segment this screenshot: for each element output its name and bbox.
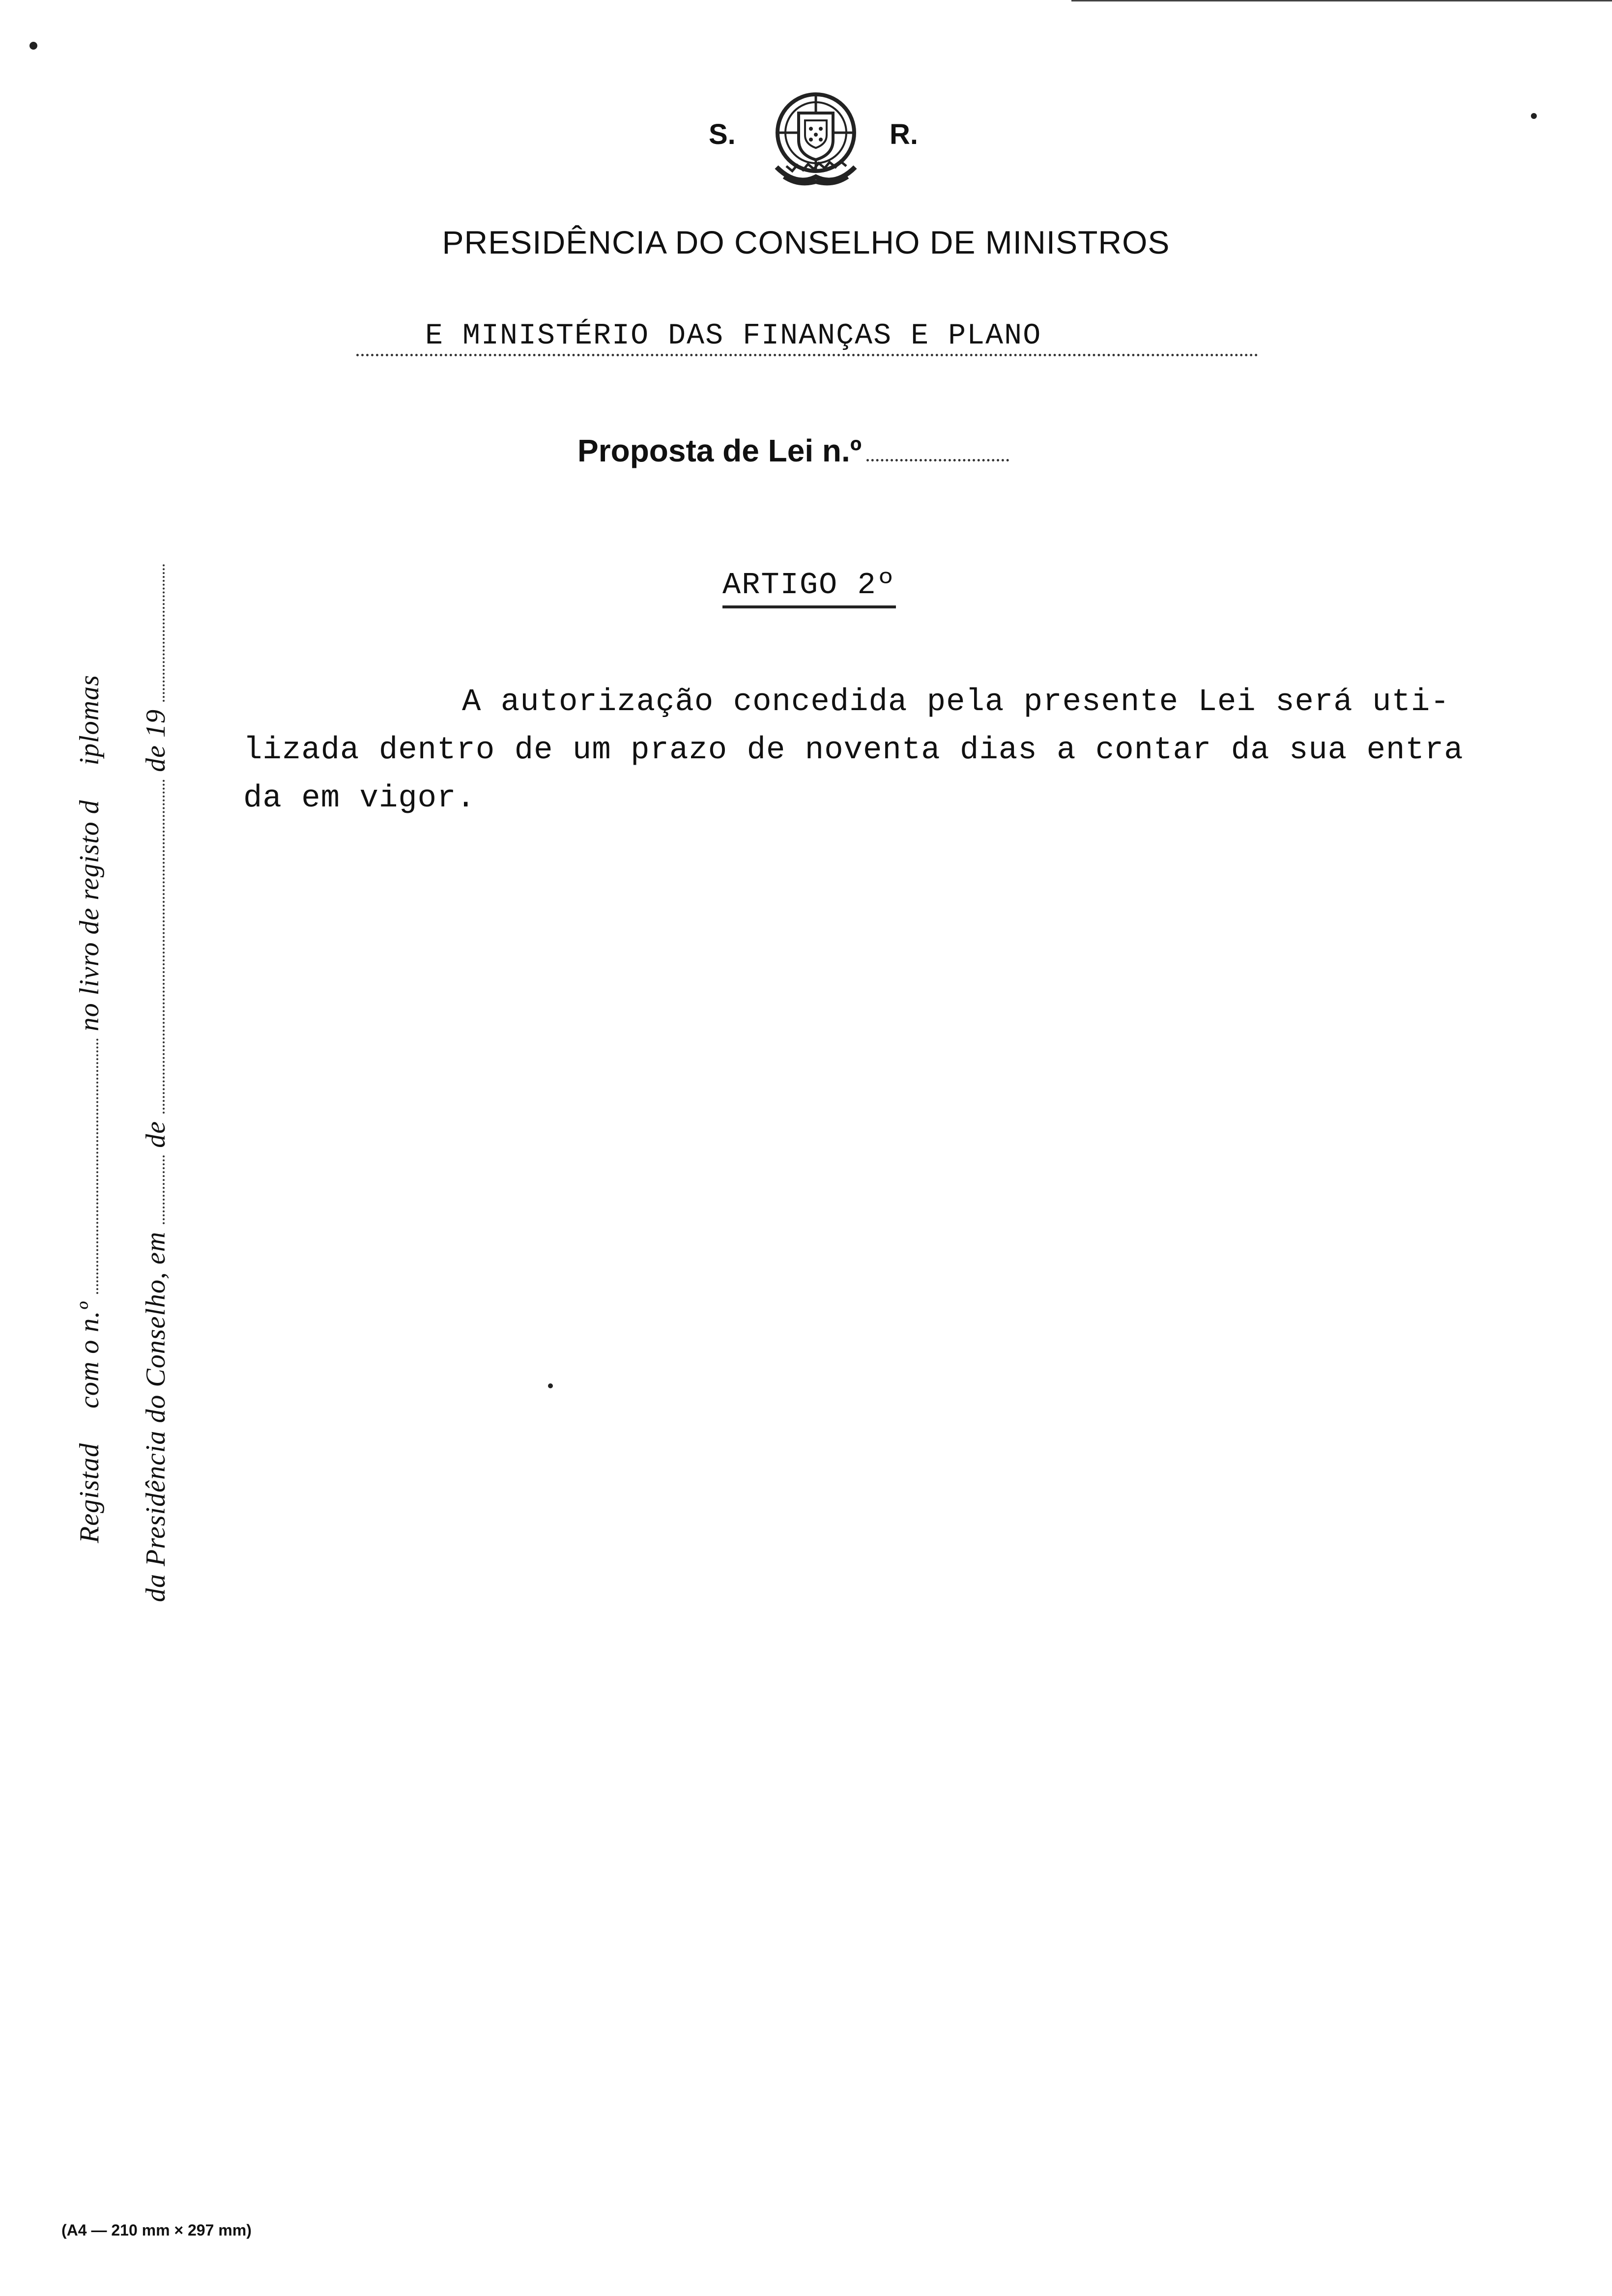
article-line: A autorização concedida pela presente Lei será uti- (462, 685, 1450, 720)
letterhead (678, 84, 953, 201)
page-title: PRESIDÊNCIA DO CONSELHO DE MINISTROS (442, 224, 1170, 260)
registry-day-blank (143, 1155, 165, 1224)
registry-month-blank (143, 779, 165, 1114)
registry-text: de (141, 1120, 171, 1148)
registry-line-2 (140, 564, 172, 1602)
ministry-name: E MINISTÉRIO DAS FINANÇAS E PLANO (425, 319, 1042, 353)
ministry-field (356, 319, 1258, 356)
registry-text: iplomas (74, 674, 105, 766)
article-body (243, 678, 1521, 823)
registry-number-blank (77, 1038, 98, 1294)
registry-text: com o n.º (74, 1301, 105, 1409)
seal-left-letter: S. (709, 118, 736, 150)
proposal-label: Proposta de Lei n.º (577, 433, 862, 468)
top-edge-rule (1071, 0, 1612, 1)
article-heading: ARTIGO 2º (722, 568, 896, 608)
article-line: da em vigor. (243, 781, 476, 816)
coat-of-arms-icon (757, 84, 875, 201)
registry-text: da Presidência do Conselho, em (141, 1231, 171, 1602)
proposal-number-blank (866, 434, 1009, 461)
registry-line-1 (74, 675, 105, 1543)
scan-speck (1531, 113, 1537, 119)
scan-speck (29, 42, 37, 50)
proposal-number-field (577, 432, 1009, 472)
registry-text: Registad (74, 1443, 105, 1543)
paper-format-note: (A4 — 210 mm × 297 mm) (61, 2221, 252, 2239)
article-line: lizada dentro de um prazo de noventa dias a contar da sua entra (243, 733, 1464, 768)
registry-year-blank (143, 564, 165, 702)
scan-speck (548, 1383, 553, 1388)
seal-right-letter: R. (890, 118, 918, 150)
registry-text: no livro de registo d (74, 800, 105, 1032)
registry-text: de 19 (141, 709, 171, 772)
